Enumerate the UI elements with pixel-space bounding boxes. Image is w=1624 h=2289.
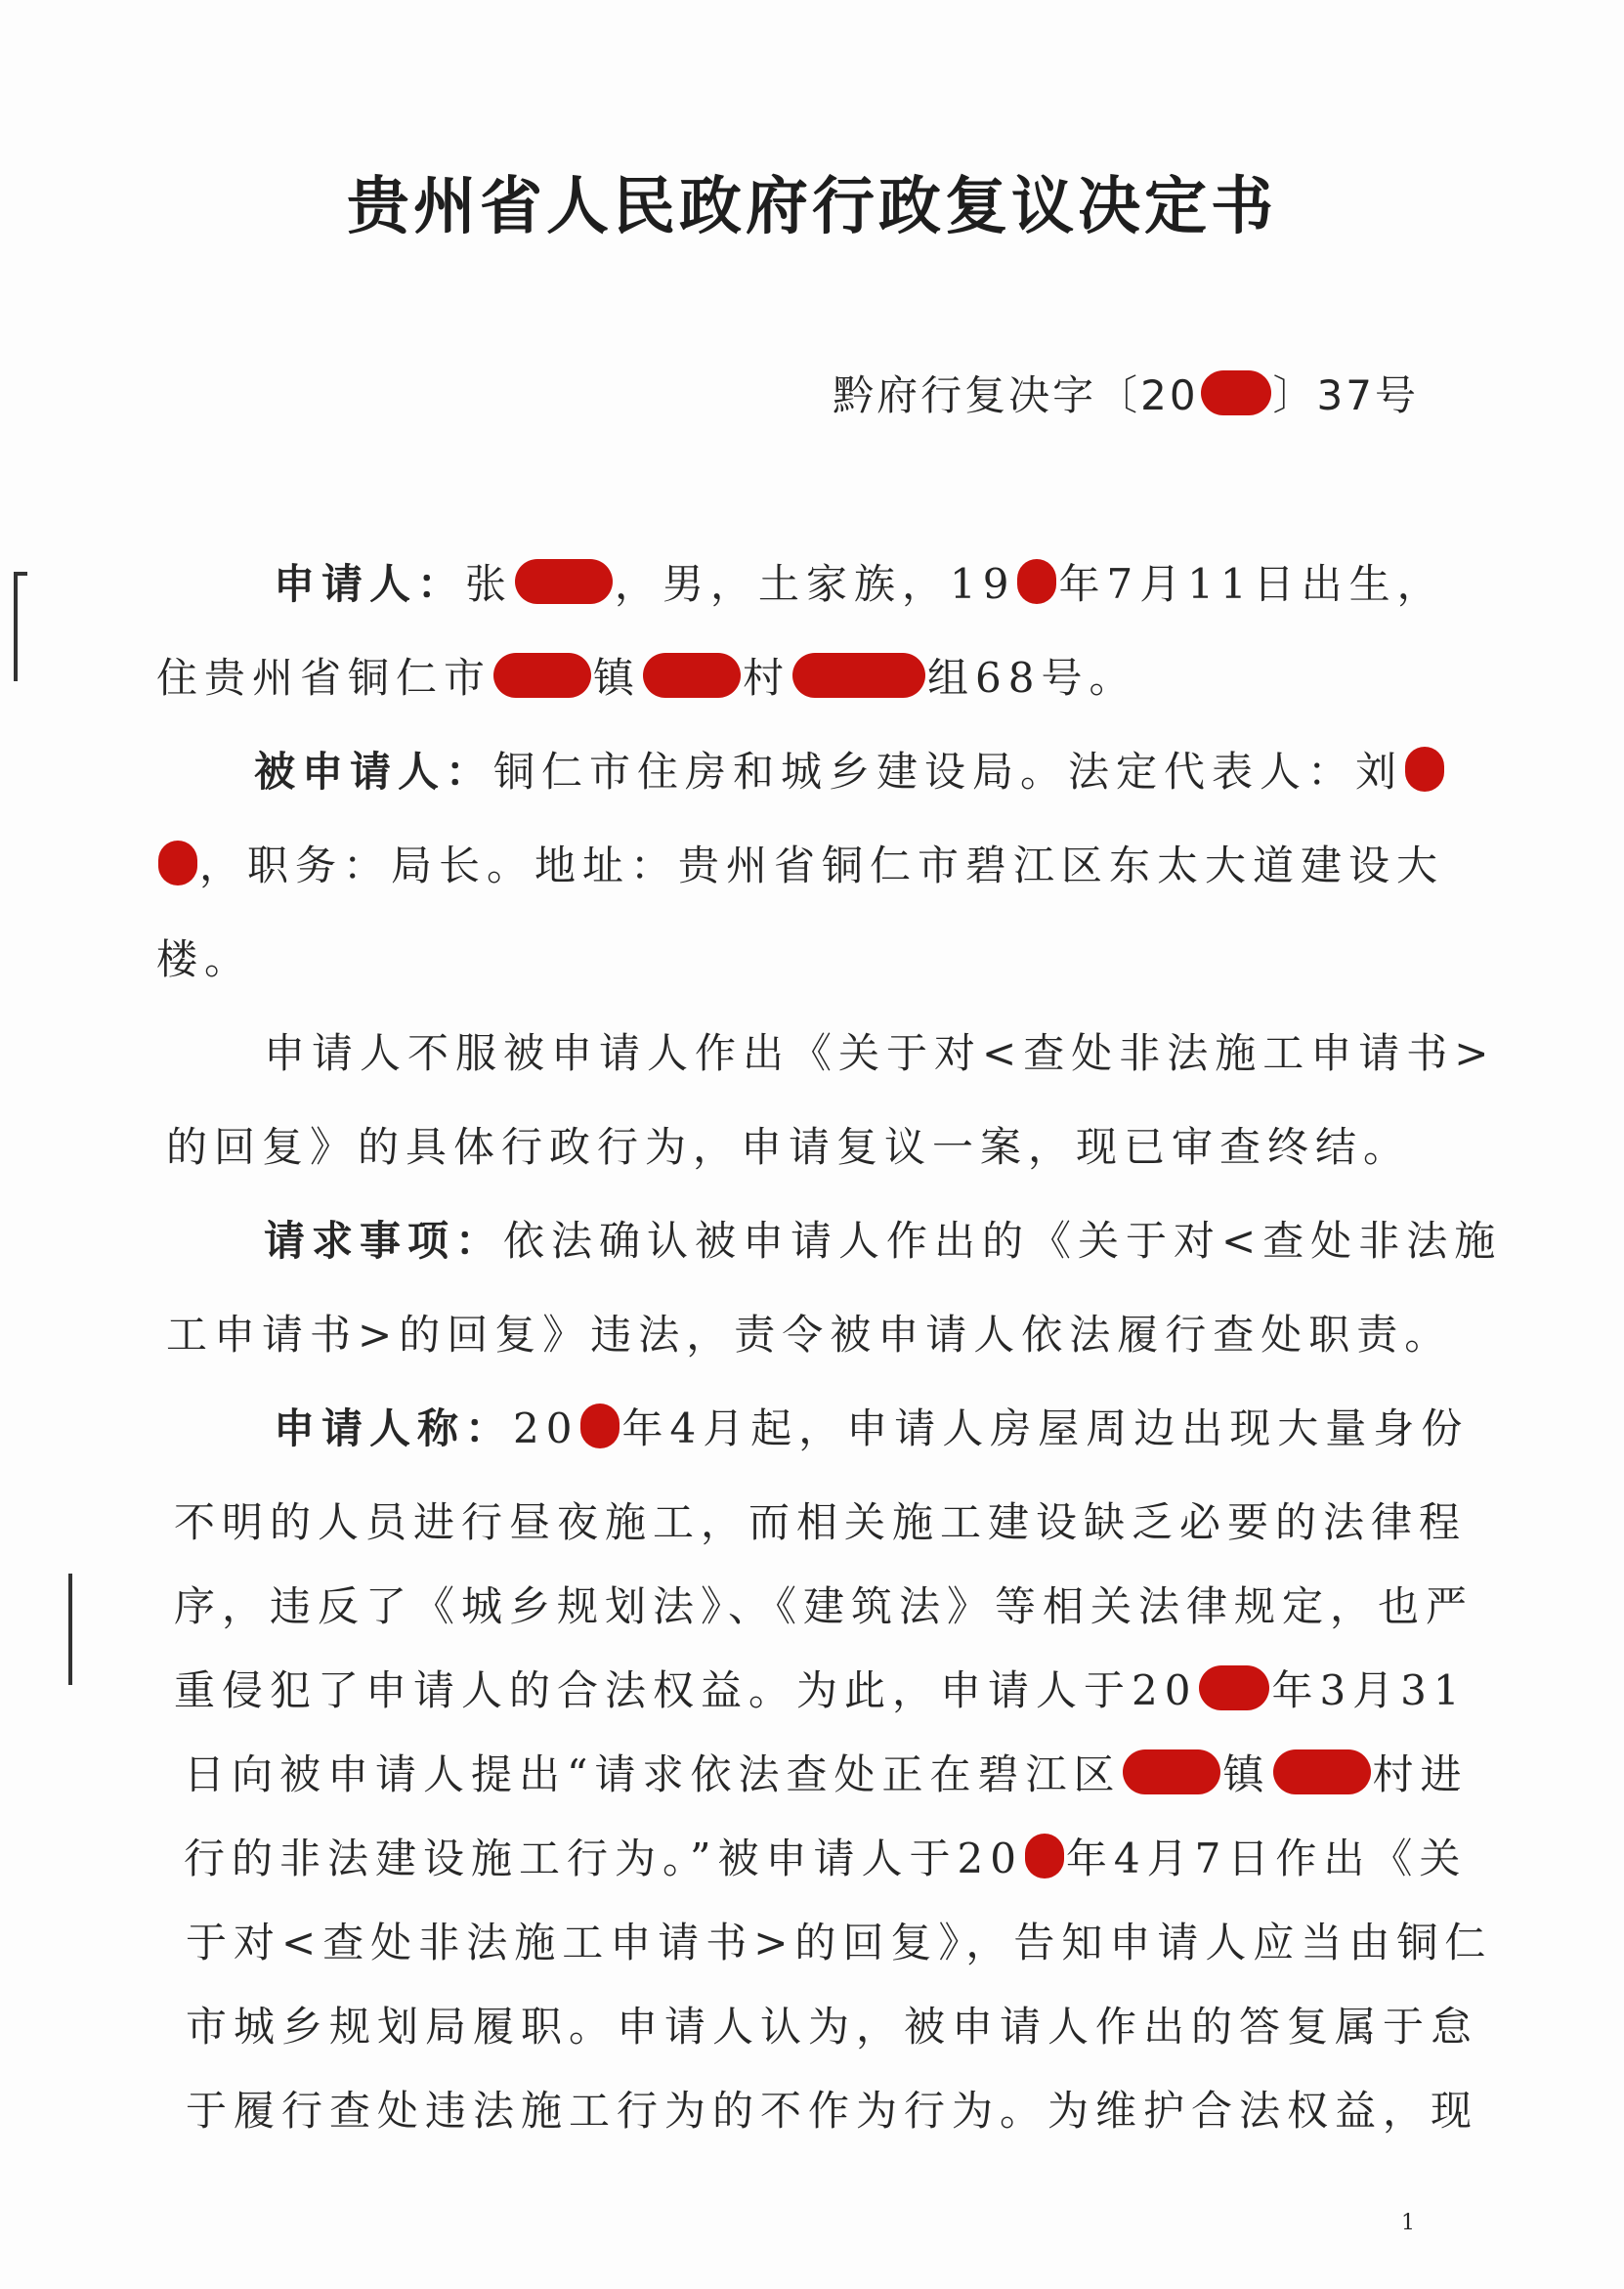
intro-text: 申请人不服被申请人作出《关于对<查处非法施工申请书> xyxy=(264,1029,1496,1077)
claim-text: 村进 xyxy=(1372,1750,1469,1798)
respondent-text: 楼。 xyxy=(156,935,253,983)
redaction-mark xyxy=(515,559,613,604)
claim-text: 行的非法建设施工行为。”被申请人于20 xyxy=(184,1835,1023,1882)
claim-line-8 xyxy=(186,1998,1479,2056)
claim-label: 申请人称： xyxy=(274,1404,514,1452)
claim-line-6 xyxy=(184,1830,1468,1888)
doc-number-prefix: 黔府行复决字〔20 xyxy=(833,371,1199,419)
claim-text: 年3月31 xyxy=(1271,1666,1467,1714)
margin-bar-mark xyxy=(68,1574,72,1685)
applicant-text: 镇 xyxy=(593,654,642,702)
request-text: 工申请书>的回复》违法，责令被申请人依法履行查处职责。 xyxy=(166,1311,1453,1359)
redaction-mark xyxy=(643,653,741,698)
redaction-mark xyxy=(1405,747,1444,792)
document-number xyxy=(833,364,1419,422)
document-title: 贵州省人民政府行政复议决定书 xyxy=(347,171,1277,243)
redaction-mark xyxy=(1025,1834,1064,1879)
redaction-mark xyxy=(158,841,197,885)
doc-number-suffix: 〕37号 xyxy=(1272,371,1419,419)
claim-text: 20 xyxy=(513,1404,579,1452)
respondent-label: 被申请人： xyxy=(254,748,494,796)
applicant-label: 申请人： xyxy=(274,560,466,608)
redaction-mark xyxy=(580,1404,620,1448)
applicant-text: 年7月11日出生， xyxy=(1058,560,1445,608)
page-number: 1 xyxy=(1401,2211,1415,2235)
margin-bracket-mark xyxy=(14,572,18,681)
claim-line-4 xyxy=(174,1662,1467,1720)
claim-line-9 xyxy=(186,2082,1479,2140)
claim-text: 不明的人员进行昼夜施工，而相关施工建设缺乏必要的法律程 xyxy=(174,1498,1468,1546)
respondent-text: 铜仁市住房和城乡建设局。法定代表人：刘 xyxy=(493,748,1404,796)
intro-line-2 xyxy=(166,1118,1436,1177)
intro-text: 的回复》的具体行政行为，申请复议一案，现已审查终结。 xyxy=(166,1123,1412,1171)
applicant-text: 张 xyxy=(465,560,514,608)
redaction-mark xyxy=(1201,370,1271,415)
request-text: 依法确认被申请人作出的《关于对<查处非法施 xyxy=(503,1217,1503,1265)
claim-text: 镇 xyxy=(1222,1750,1271,1798)
claim-text: 市城乡规划局履职。申请人认为，被申请人作出的答复属于怠 xyxy=(186,2003,1479,2051)
claim-line-1 xyxy=(274,1400,1544,1458)
claim-line-3 xyxy=(174,1577,1474,1636)
claim-line-5 xyxy=(184,1746,1469,1804)
respondent-text: ，职务：局长。地址：贵州省铜仁市碧江区东太大道建设大 xyxy=(199,842,1445,889)
redaction-mark xyxy=(1017,559,1056,604)
redaction-mark xyxy=(1273,1749,1371,1794)
claim-text: 日向被申请人提出“请求依法查处正在碧江区 xyxy=(184,1750,1122,1798)
applicant-text: 村 xyxy=(743,654,791,702)
claim-text: 重侵犯了申请人的合法权益。为此，申请人于20 xyxy=(174,1666,1198,1714)
redaction-mark xyxy=(1199,1665,1269,1710)
request-label: 请求事项： xyxy=(264,1217,504,1265)
applicant-line-2 xyxy=(156,649,1427,708)
redaction-mark xyxy=(493,653,591,698)
claim-text: 序，违反了《城乡规划法》、《建筑法》等相关法律规定，也严 xyxy=(174,1582,1474,1630)
applicant-text: 组68号。 xyxy=(927,654,1137,702)
claim-text: 于履行查处违法施工行为的不作为行为。为维护合法权益，现 xyxy=(186,2087,1479,2135)
claim-text: 年4月7日作出《关 xyxy=(1065,1835,1468,1882)
claim-text: 年4月起，申请人房屋周边出现大量身份 xyxy=(621,1404,1470,1452)
request-line-1 xyxy=(264,1212,1534,1271)
claim-line-7 xyxy=(186,1914,1493,1972)
respondent-line-2 xyxy=(156,837,1445,895)
margin-bracket-mark xyxy=(14,572,27,576)
applicant-text: 住贵州省铜仁市 xyxy=(156,654,492,702)
applicant-text: ，男，土家族，19 xyxy=(615,560,1016,608)
claim-text: 于对<查处非法施工申请书>的回复》，告知申请人应当由铜仁 xyxy=(186,1919,1493,1966)
intro-line-1 xyxy=(264,1024,1534,1083)
applicant-line-1 xyxy=(274,555,1544,614)
redaction-mark xyxy=(1123,1749,1220,1794)
redaction-mark xyxy=(792,653,925,698)
respondent-line-3 xyxy=(156,930,1427,989)
respondent-line-1 xyxy=(254,743,1524,801)
claim-line-2 xyxy=(174,1493,1468,1552)
request-line-2 xyxy=(166,1306,1453,1364)
